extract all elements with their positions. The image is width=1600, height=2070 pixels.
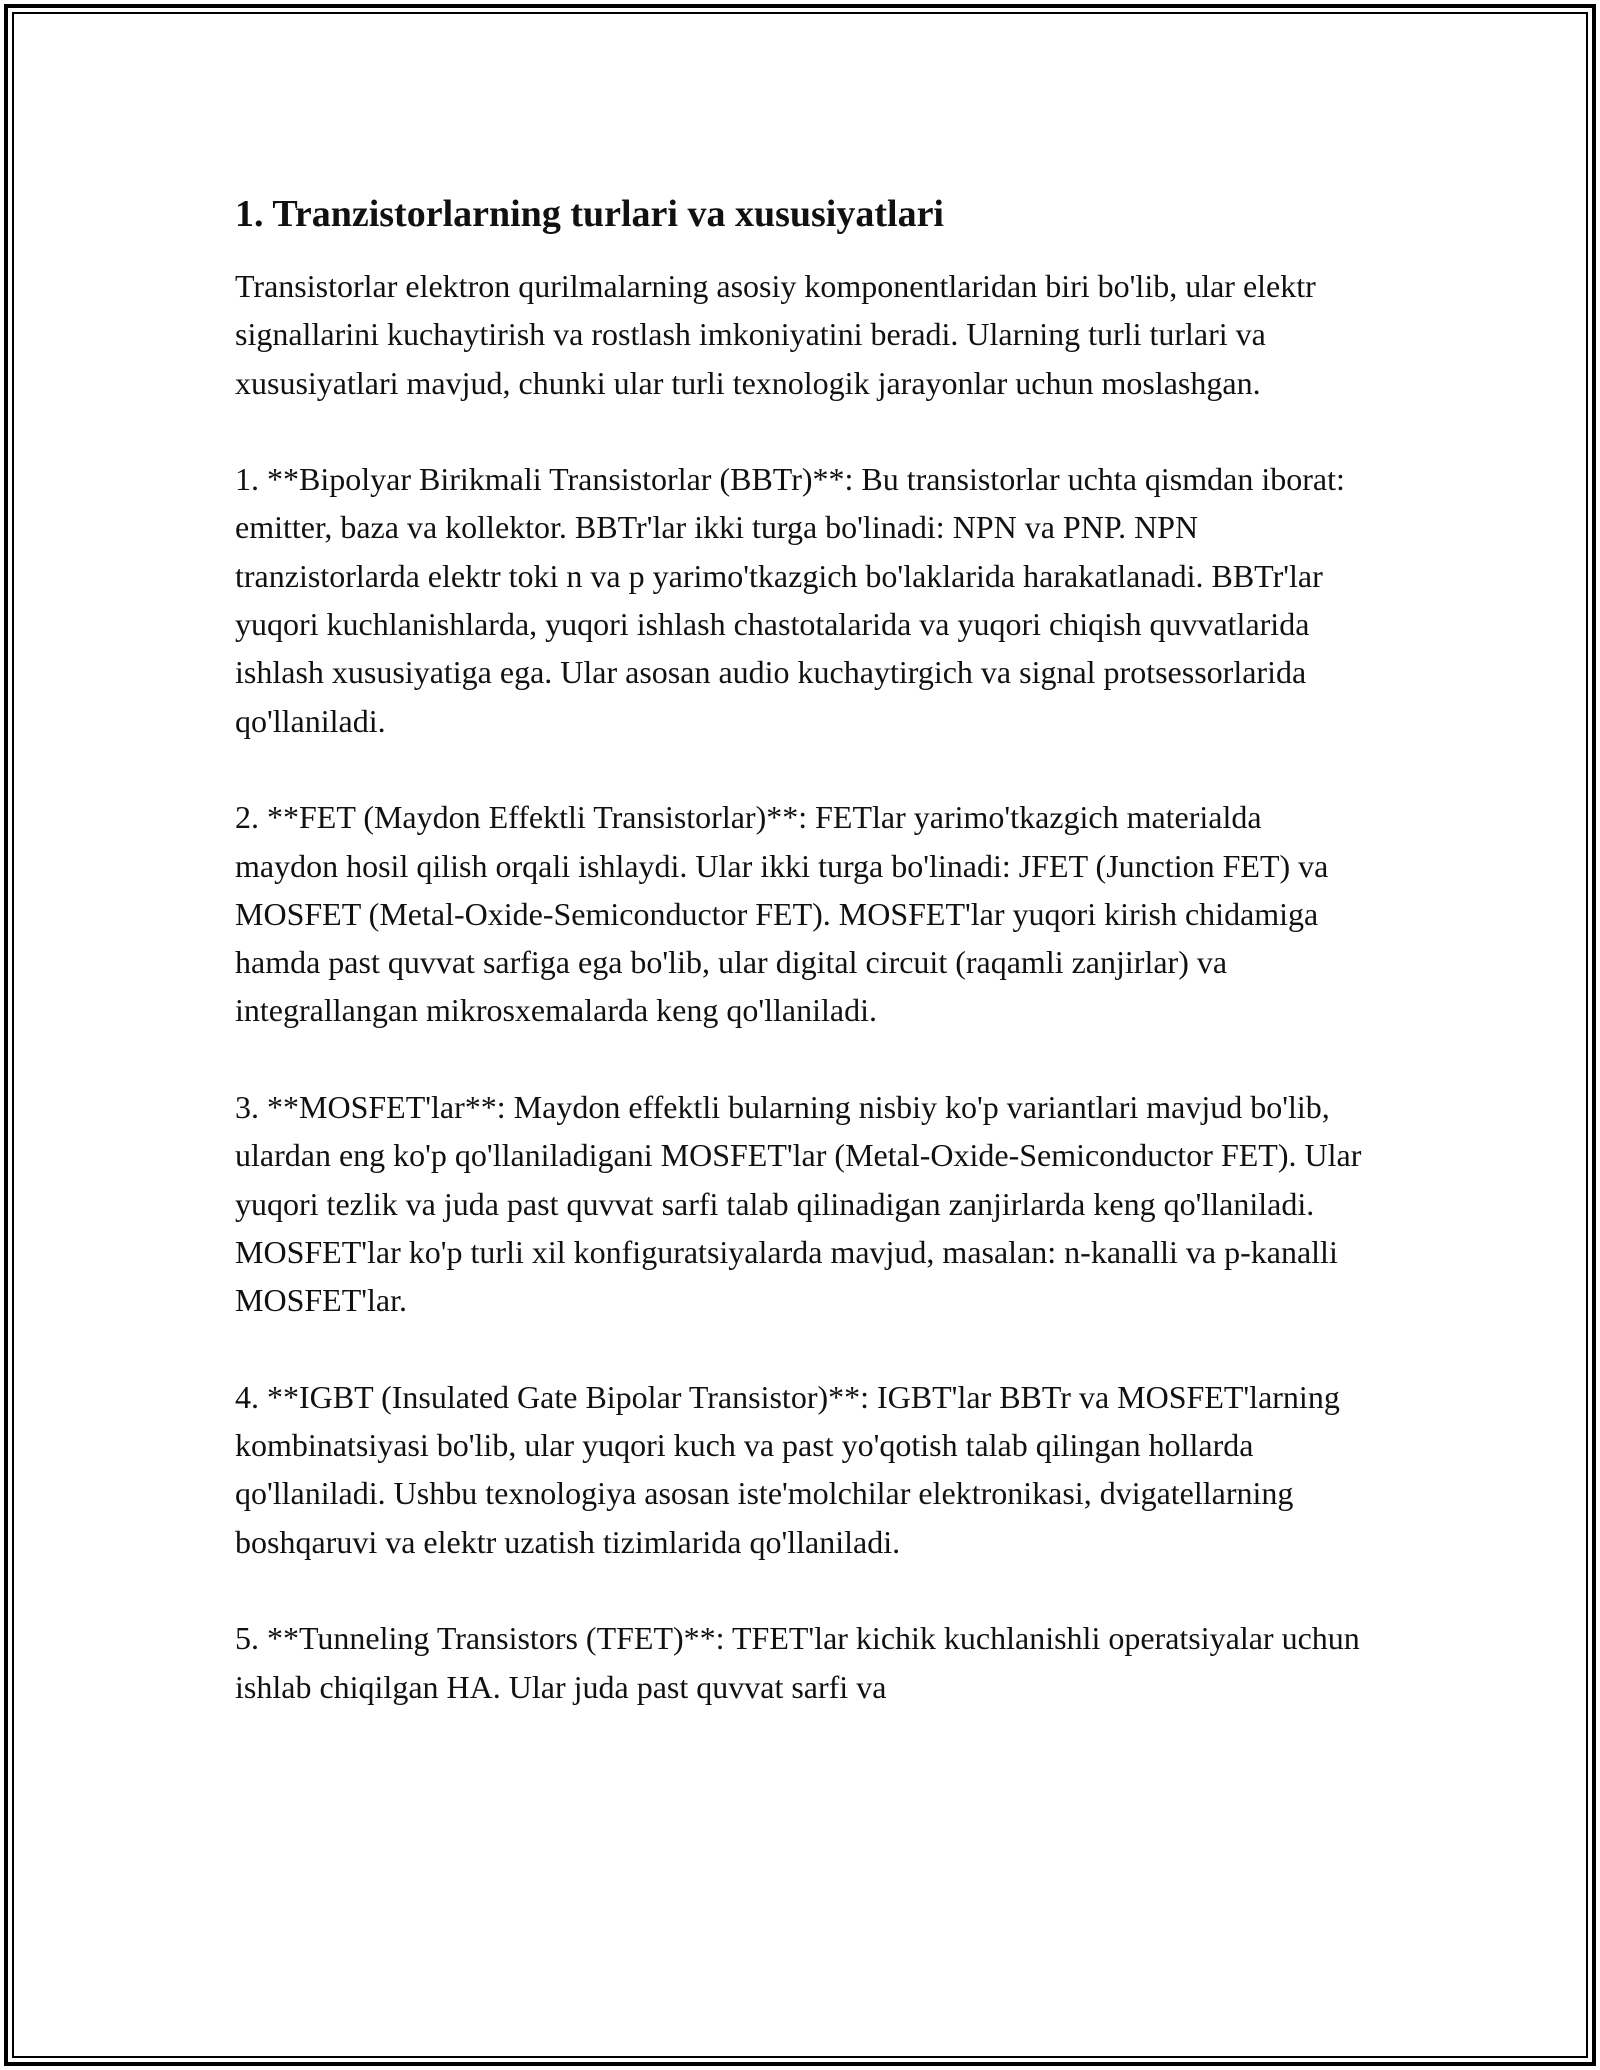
tfet-paragraph: 5. **Tunneling Transistors (TFET)**: TFET'lar kichik kuchlanishli operatsiyalar uchun ishlab chiqilgan HA. Ular juda past quvvat sarfi va xyxy=(235,1620,1360,1705)
fet-paragraph: 2. **FET (Maydon Effektli Transistorlar)**: FETlar yarimo'tkazgich materialda maydon hosil qilish orqali ishlaydi. Ular ikki turga bo'linadi: JFET (Junction FET) va MOSFET (Metal-Oxide-Semiconductor FET). MOSFET'lar yuqori kirish chidamiga hamda past quvvat sarfiga ega bo'lib, ular digital circuit (raqamli zanjirlar) va integrallangan mikrosxemalarda keng qo'llaniladi. xyxy=(235,799,1329,1029)
section-title: 1. Tranzistorlarning turlari va xususiyatlari xyxy=(235,193,944,235)
document-body xyxy=(235,188,1365,1759)
bbtr-paragraph: 1. **Bipolyar Birikmali Transistorlar (BBTr)**: Bu transistorlar uchta qismdan iborat: emitter, baza va kollektor. BBTr'lar ikki turga bo'linadi: NPN va PNP. NPN tranzistorlarda elektr toki n va p yarimo'tkazgich bo'laklarida harakatlanadi. BBTr'lar yuqori kuchlanishlarda, yuqori ishlash chastotalarida va yuqori chiqish quvvatlarida ishlash xususiyatiga ega. Ular asosan audio kuchaytirgich va signal protsessorlarida qo'llaniladi. xyxy=(235,461,1345,739)
intro-paragraph: Transistorlar elektron qurilmalarning asosiy komponentlaridan biri bo'lib, ular elektr signallarini kuchaytirish va rostlash imkoniyatini beradi. Ularning turli turlari va xususiyatlari mavjud, chunki ular turli texnologik jarayonlar uchun moslashgan. xyxy=(235,268,1316,401)
igbt-paragraph: 4. **IGBT (Insulated Gate Bipolar Transistor)**: IGBT'lar BBTr va MOSFET'larning kombinatsiyasi bo'lib, ular yuqori kuch va past yo'qotish talab qilingan hollarda qo'llaniladi. Ushbu texnologiya asosan iste'molchilar elektronikasi, dvigatellarning boshqaruvi va elektr uzatish tizimlarida qo'llaniladi. xyxy=(235,1378,1340,1560)
mosfet-paragraph: 3. **MOSFET'lar**: Maydon effektli bularning nisbiy ko'p variantlari mavjud bo'lib, ulardan eng ko'p qo'llaniladigani MOSFET'lar (Metal-Oxide-Semiconductor FET). Ular yuqori tezlik va juda past quvvat sarfi talab qilinadigan zanjirlarda keng qo'llaniladi. MOSFET'lar ko'p turli xil konfiguratsiyalarda mavjud, masalan: n-kanalli va p-kanalli MOSFET'lar. xyxy=(235,1089,1362,1319)
